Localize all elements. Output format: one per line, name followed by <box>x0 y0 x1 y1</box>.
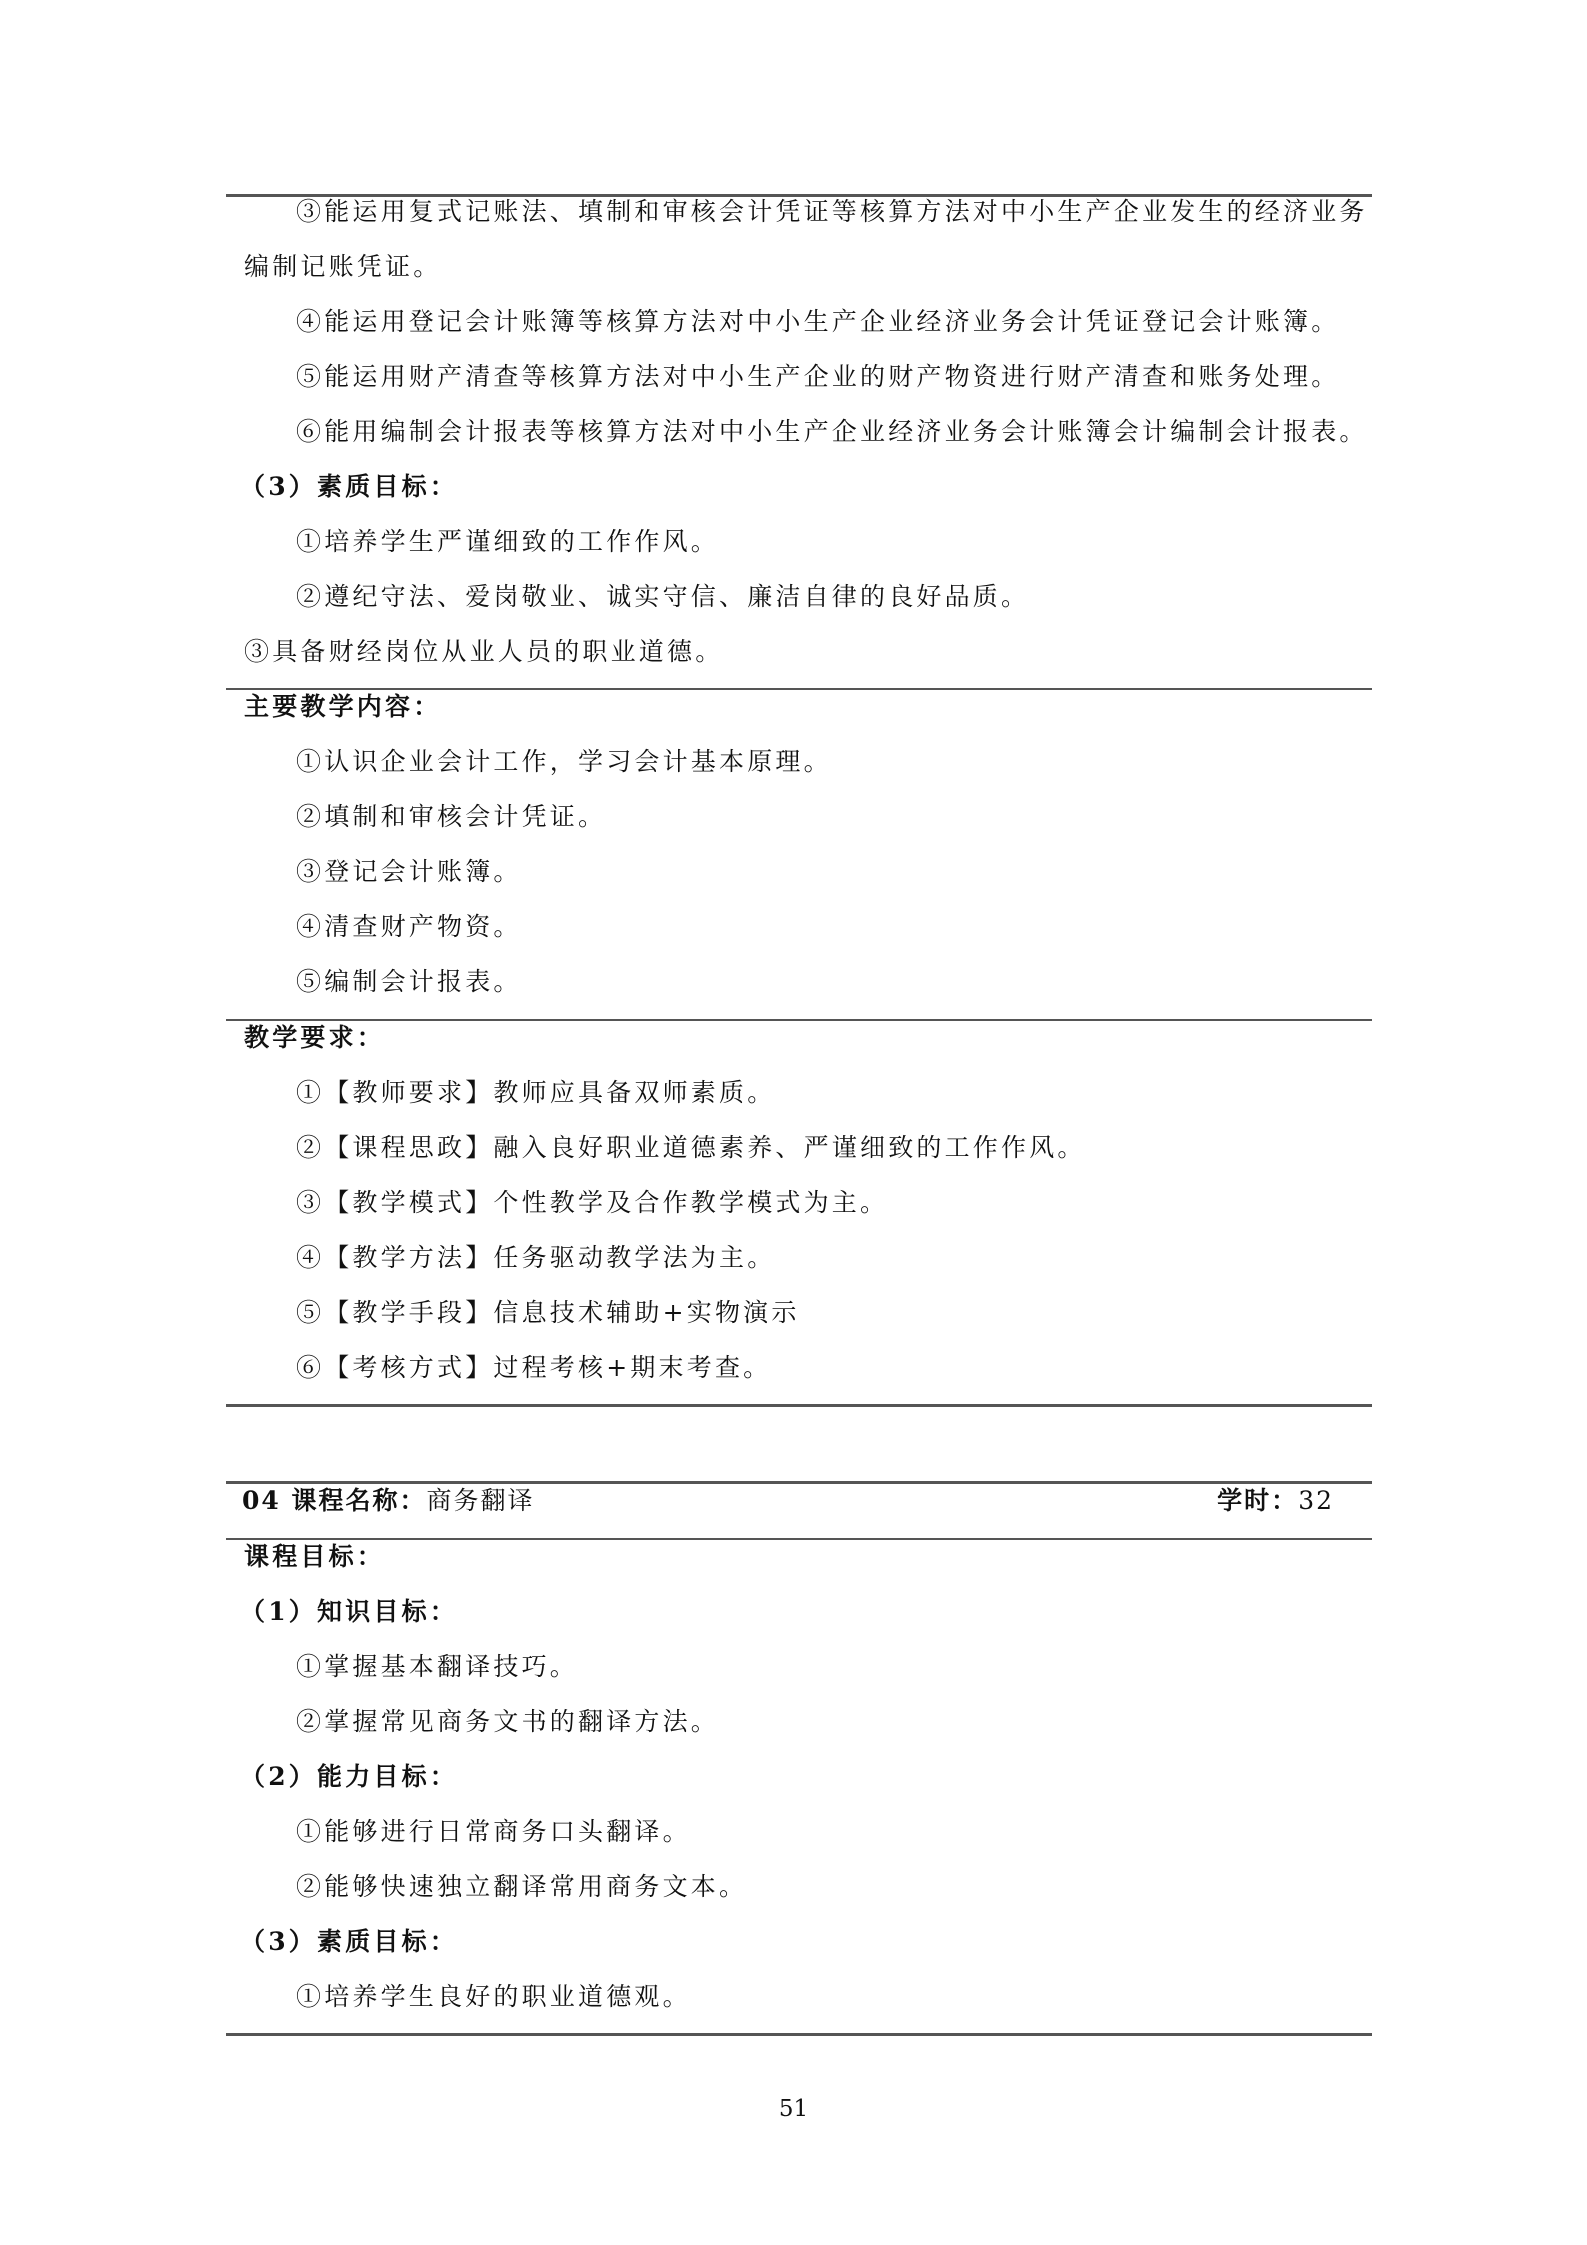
quality-item: ③具备财经岗位从业人员的职业道德。 <box>244 637 724 666</box>
quality-item: ①培养学生良好的职业道德观。 <box>296 1982 691 2011</box>
requirement-item: ①【教师要求】教师应具备双师素质。 <box>296 1078 776 1107</box>
content-item: ③登记会计账簿。 <box>296 857 522 886</box>
ability-item: ③能运用复式记账法、填制和审核会计凭证等核算方法对中小生产企业发生的经济业务 <box>296 197 1368 226</box>
ability-item: ②能够快速独立翻译常用商务文本。 <box>296 1872 748 1901</box>
requirement-item: ④【教学方法】任务驱动教学法为主。 <box>296 1243 776 1272</box>
requirements-heading: 教学要求： <box>244 1023 386 1052</box>
requirement-item: ③【教学模式】个性教学及合作教学模式为主。 <box>296 1188 889 1217</box>
knowledge-item: ②掌握常见商务文书的翻译方法。 <box>296 1707 720 1736</box>
quality-heading: （3）素质目标： <box>240 472 458 501</box>
requirement-item: ②【课程思政】融入良好职业道德素养、严谨细致的工作作风。 <box>296 1133 1086 1162</box>
course-header <box>242 1483 1334 1519</box>
section-divider <box>226 1538 1372 1540</box>
hours-label: 学时： <box>1217 1486 1299 1515</box>
ability-item-continuation: 编制记账凭证。 <box>244 252 442 281</box>
content-heading: 主要教学内容： <box>244 692 442 721</box>
content-item: ④清查财产物资。 <box>296 912 522 941</box>
goals-heading: 课程目标： <box>244 1542 386 1571</box>
ability-heading: （2）能力目标： <box>240 1762 458 1791</box>
hours-value: 32 <box>1298 1486 1334 1515</box>
quality-item: ②遵纪守法、爱岗敬业、诚实守信、廉洁自律的良好品质。 <box>296 582 1030 611</box>
content-item: ②填制和审核会计凭证。 <box>296 802 607 831</box>
knowledge-heading: （1）知识目标： <box>240 1597 458 1626</box>
ability-item: ⑤能运用财产清查等核算方法对中小生产企业的财产物资进行财产清查和账务处理。 <box>296 362 1340 391</box>
page-number: 51 <box>778 2096 809 2122</box>
course-name-label: 04 课程名称： <box>242 1486 427 1515</box>
content-item: ⑤编制会计报表。 <box>296 967 522 996</box>
ability-item: ①能够进行日常商务口头翻译。 <box>296 1817 691 1846</box>
ability-item: ⑥能用编制会计报表等核算方法对中小生产企业经济业务会计账簿会计编制会计报表。 <box>296 417 1368 446</box>
requirement-item: ⑥【考核方式】过程考核+期末考查。 <box>296 1353 772 1382</box>
table-bottom-rule <box>226 1404 1372 1407</box>
course-name-value: 商务翻译 <box>426 1486 535 1515</box>
quality-heading: （3）素质目标： <box>240 1927 458 1956</box>
section-divider <box>226 1019 1372 1021</box>
table-bottom-rule <box>226 2033 1372 2036</box>
content-item: ①认识企业会计工作，学习会计基本原理。 <box>296 747 832 776</box>
course-hours <box>1217 1483 1334 1519</box>
quality-item: ①培养学生严谨细致的工作作风。 <box>296 527 720 556</box>
knowledge-item: ①掌握基本翻译技巧。 <box>296 1652 579 1681</box>
ability-item: ④能运用登记会计账簿等核算方法对中小生产企业经济业务会计凭证登记会计账簿。 <box>296 307 1340 336</box>
requirement-item: ⑤【教学手段】信息技术辅助+实物演示 <box>296 1298 800 1327</box>
